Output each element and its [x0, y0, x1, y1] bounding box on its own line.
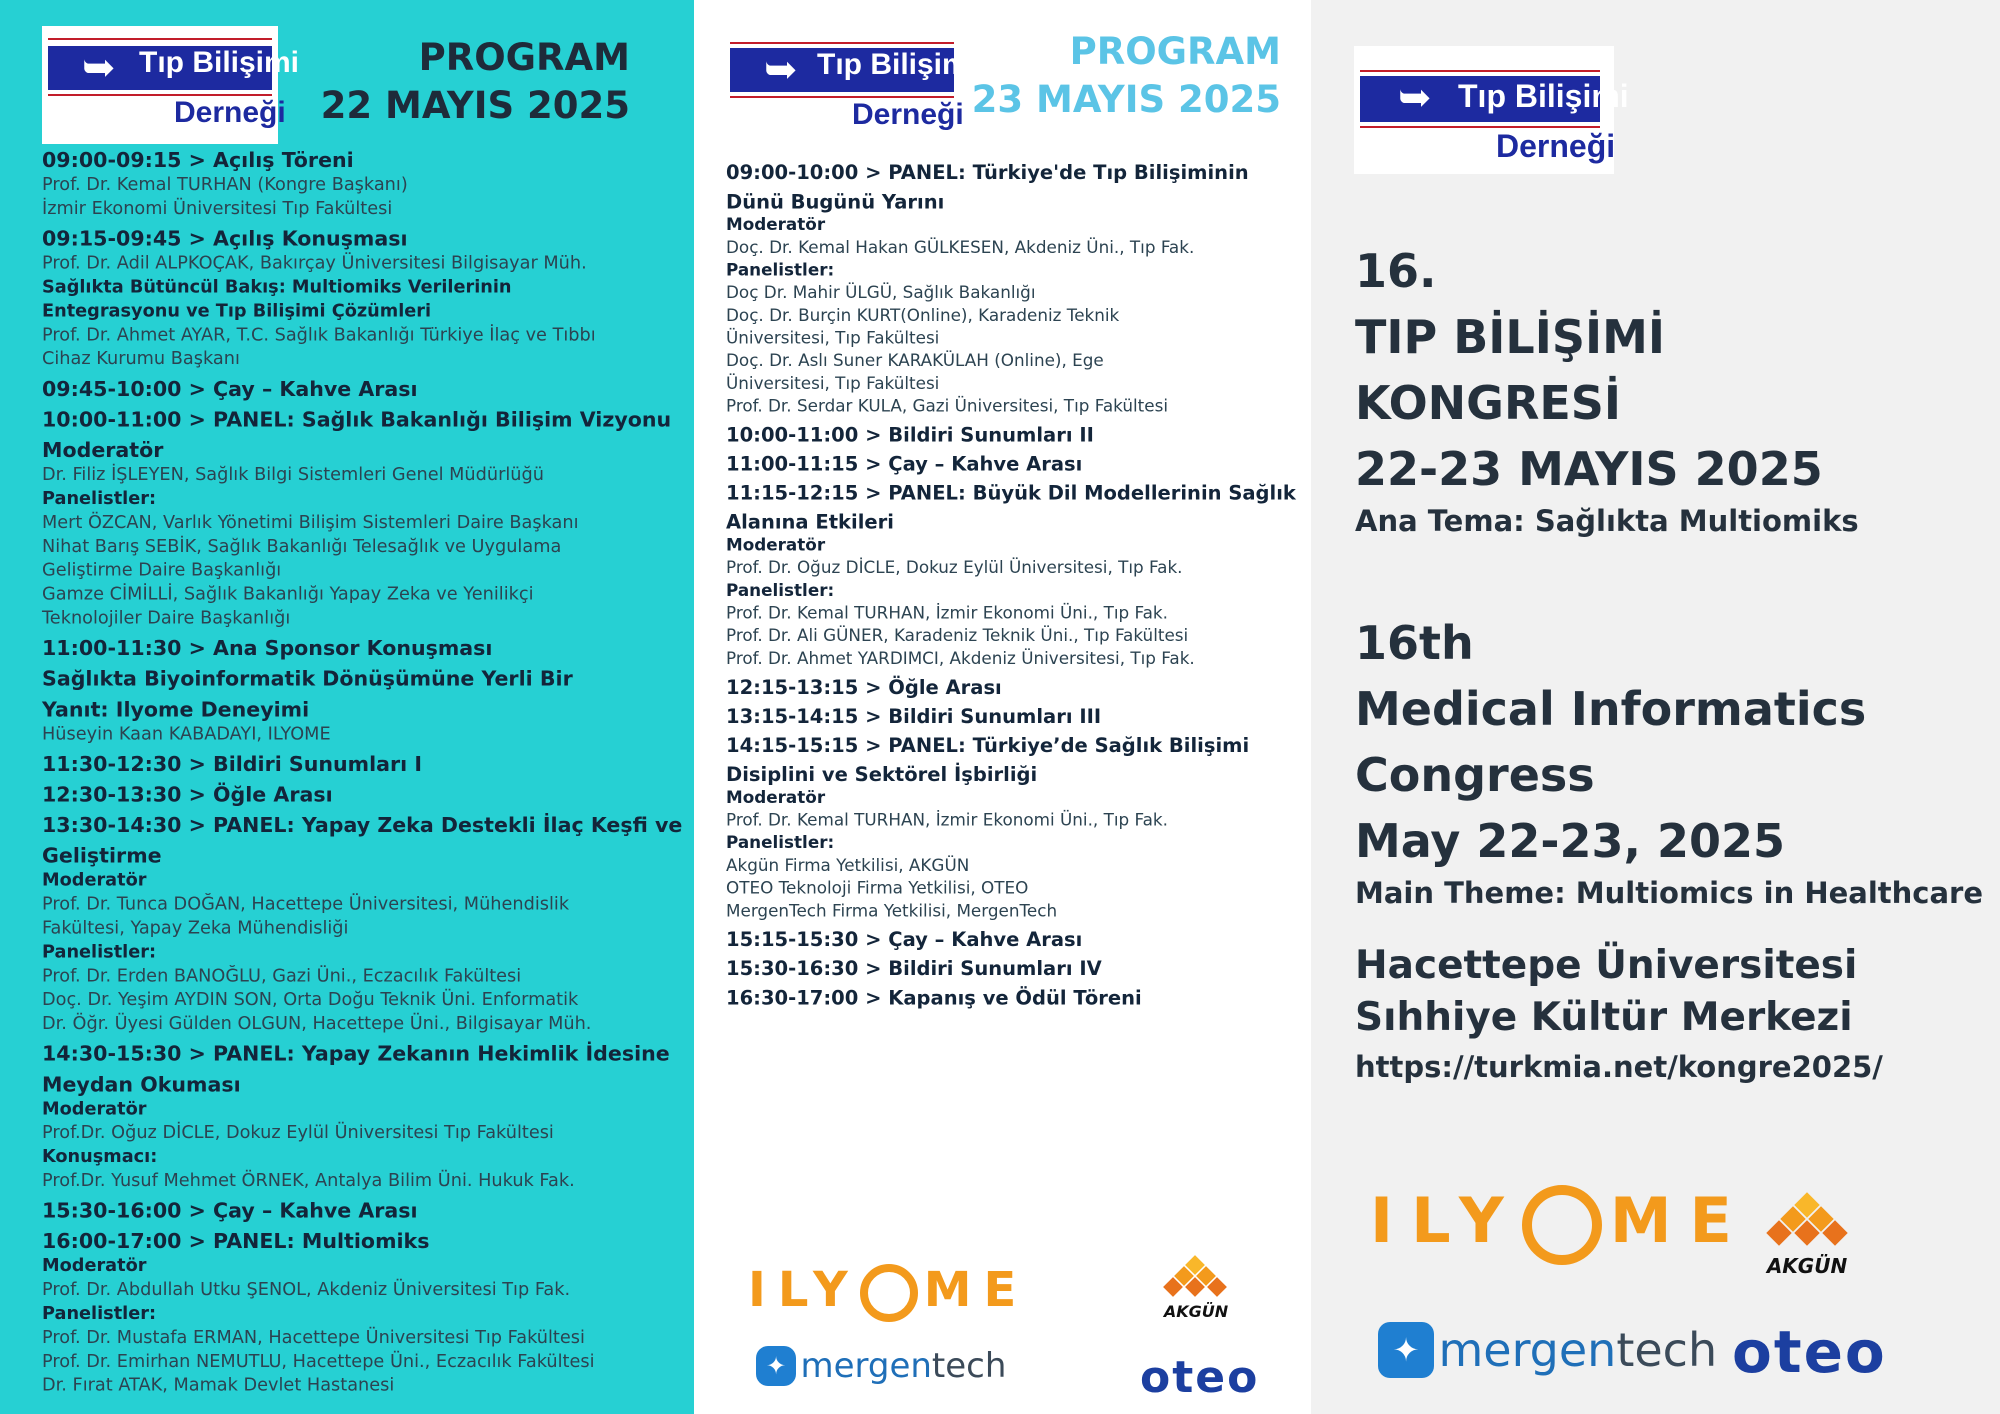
session-heading: Moderatör [42, 438, 164, 463]
akgun-text: AKGÜN [1766, 1254, 1848, 1278]
session-heading: Alanına Etkileri [726, 511, 894, 535]
tr-title-line1: TIP BİLİŞİMİ [1355, 310, 1665, 364]
congress-url[interactable]: https://turkmia.net/kongre2025/ [1355, 1050, 1883, 1084]
session-heading: 15:15-15:30 > Çay – Kahve Arası [726, 928, 1083, 952]
curved-arrow-icon: ➥ [82, 45, 116, 91]
association-logo [1354, 46, 1629, 174]
session-detail: Prof. Dr. Ali GÜNER, Karadeniz Teknik Üni., Tıp Fakültesi [726, 626, 1189, 646]
owl-eye-icon [860, 1264, 918, 1322]
session-detail: Doç. Dr. Burçin KURT(Online), Karadeniz Teknik [726, 306, 1120, 326]
session-heading: 09:15-09:45 > Açılış Konuşması [42, 227, 408, 252]
session-detail: Gamze CİMİLLİ, Sağlık Bakanlığı Yapay Zeka ve Yenilikçi [42, 584, 534, 605]
association-logo [724, 38, 978, 131]
venue-line2: Sıhhiye Kültür Merkezi [1355, 995, 1853, 1040]
logo-line2: Derneği [1496, 128, 1616, 164]
session-detail: Prof. Dr. Abdullah Utku ŞENOL, Akdeniz Üniversitesi Tıp Fak. [42, 1279, 571, 1300]
akgun-text: AKGÜN [1163, 1302, 1229, 1321]
day1-heading [321, 34, 630, 130]
session-heading: 13:15-14:15 > Bildiri Sunumları III [726, 705, 1102, 729]
session-detail: Dr. Öğr. Üyesi Gülden OLGUN, Hacettepe Üni., Bilgisayar Müh. [42, 1013, 592, 1034]
day2-schedule [726, 162, 1296, 1010]
session-heading: 15:30-16:30 > Bildiri Sunumları IV [726, 958, 1102, 981]
session-detail: Prof. Dr. Adil ALPKOÇAK, Bakırçay Üniversitesi Bilgisayar Müh. [42, 253, 587, 274]
tr-theme: Ana Tema: Sağlıkta Multiomiks [1355, 504, 1859, 538]
session-detail: Cihaz Kurumu Başkanı [42, 348, 240, 370]
tr-title-line2: KONGRESİ [1355, 376, 1622, 430]
mergentech-text-b: tech [931, 1346, 1007, 1386]
session-detail: Prof. Dr. Emirhan NEMUTLU, Hacettepe Üni., Eczacılık Fakültesi [42, 1351, 595, 1372]
session-heading: 11:00-11:15 > Çay – Kahve Arası [726, 453, 1083, 477]
session-subheading: Panelistler: [726, 260, 835, 280]
session-detail: OTEO Teknoloji Firma Yetkilisi, OTEO [726, 879, 1029, 899]
en-dates: May 22-23, 2025 [1355, 814, 1786, 868]
mergentech-icon: ✦ [756, 1346, 796, 1386]
mergentech-logo [756, 1346, 1006, 1386]
session-detail: Doç Dr. Mahir ÜLGÜ, Sağlık Bakanlığı [726, 283, 1036, 303]
session-detail: Doç. Dr. Aslı Suner KARAKÜLAH (Online), Ege [726, 351, 1104, 371]
en-number: 16th [1355, 616, 1474, 670]
mergentech-icon: ✦ [1378, 1322, 1434, 1378]
session-heading: Geliştirme [42, 844, 162, 869]
session-subheading: Moderatör [726, 788, 826, 808]
session-heading: 16:30-17:00 > Kapanış ve Ödül Töreni [726, 987, 1142, 1010]
mergentech-text-a: mergen [800, 1346, 932, 1386]
ilyome-logo [1370, 1184, 1750, 1265]
oteo-logo: oteo [1140, 1352, 1260, 1403]
session-heading: 12:30-13:30 > Öğle Arası [42, 783, 333, 808]
tr-dates: 22-23 MAYIS 2025 [1355, 442, 1823, 496]
congress-info [1355, 238, 1983, 1086]
session-detail: Prof. Dr. Serdar KULA, Gazi Üniversitesi, Tıp Fakültesi [726, 397, 1168, 417]
session-heading: Meydan Okuması [42, 1073, 241, 1098]
session-detail: Üniversitesi, Tıp Fakültesi [726, 374, 940, 394]
logo-line1: Tıp Bilişimi [1458, 78, 1629, 114]
session-detail: Hüseyin Kaan KABADAYI, ILYOME [42, 723, 331, 745]
session-detail: Prof. Dr. Kemal TURHAN, İzmir Ekonomi Üni., Tıp Fak. [726, 810, 1169, 831]
session-detail: Prof. Dr. Erden BANOĞLU, Gazi Üni., Eczacılık Fakültesi [42, 965, 522, 987]
ilyome-text-b: ME [923, 1262, 1029, 1318]
session-subheading: Entegrasyonu ve Tıp Bilişimi Çözümleri [42, 301, 432, 322]
mergentech-text-b: tech [1616, 1323, 1718, 1377]
en-title-line2: Congress [1355, 748, 1595, 802]
session-detail: Prof. Dr. Oğuz DİCLE, Dokuz Eylül Üniversitesi, Tıp Fak. [726, 558, 1183, 578]
session-detail: Dr. Fırat ATAK, Mamak Devlet Hastanesi [42, 1375, 395, 1396]
en-theme: Main Theme: Multiomics in Healthcare [1355, 876, 1984, 910]
session-subheading: Panelistler: [42, 942, 157, 963]
akgun-logo [1160, 1256, 1232, 1326]
session-detail: Akgün Firma Yetkilisi, AKGÜN [726, 856, 970, 876]
program-date: 22 MAYIS 2025 [320, 84, 630, 127]
oteo-logo: oteo [1732, 1318, 1887, 1386]
session-detail: Nihat Barış SEBİK, Sağlık Bakanlığı Telesağlık ve Uygulama [42, 536, 562, 557]
session-detail: Geliştirme Daire Başkanlığı [42, 560, 282, 581]
session-subheading: Panelistler: [42, 488, 157, 509]
association-logo [42, 26, 300, 144]
ilyome-logo [748, 1262, 1028, 1322]
session-heading: 10:00-11:00 > PANEL: Sağlık Bakanlığı Bilişim Vizyonu [42, 408, 672, 433]
session-subheading: Moderatör [726, 215, 826, 235]
mergentech-text-a: mergen [1438, 1323, 1617, 1377]
program-date: 23 MAYIS 2025 [971, 78, 1281, 121]
session-detail: Doç. Dr. Kemal Hakan GÜLKESEN, Akdeniz Üni., Tıp Fak. [726, 238, 1195, 258]
session-subheading: Moderatör [42, 1255, 147, 1276]
session-heading: 14:30-15:30 > PANEL: Yapay Zekanın Hekimlik İdesine [42, 1042, 670, 1067]
session-heading: Sağlıkta Biyoinformatik Dönüşümüne Yerli Bir [42, 667, 573, 692]
session-subheading: Sağlıkta Bütüncül Bakış: Multiomiks Verilerinin [42, 277, 512, 298]
session-heading: 11:30-12:30 > Bildiri Sunumları I [42, 752, 423, 777]
session-detail: İzmir Ekonomi Üniversitesi Tıp Fakültesi [42, 198, 393, 219]
session-detail: Dr. Filiz İŞLEYEN, Sağlık Bilgi Sistemleri Genel Müdürlüğü [42, 464, 544, 485]
en-title-line1: Medical Informatics [1355, 682, 1867, 736]
session-heading: 11:15-12:15 > PANEL: Büyük Dil Modellerinin Sağlık [726, 482, 1296, 506]
session-detail: MergenTech Firma Yetkilisi, MergenTech [726, 901, 1058, 921]
logo-line1: Tıp Bilişimi [817, 48, 978, 81]
session-detail: Prof. Dr. Mustafa ERMAN, Hacettepe Üniversitesi Tıp Fakültesi [42, 1327, 585, 1348]
session-subheading: Moderatör [42, 1098, 147, 1120]
session-detail: Mert ÖZCAN, Varlık Yönetimi Bilişim Sistemleri Daire Başkanı [42, 512, 579, 533]
mergentech-logo [1378, 1322, 1717, 1378]
session-detail: Teknolojiler Daire Başkanlığı [42, 608, 291, 629]
session-subheading: Konuşmacı: [42, 1146, 158, 1167]
session-detail: Prof.Dr. Oğuz DİCLE, Dokuz Eylül Üniversitesi Tıp Fakültesi [42, 1122, 554, 1143]
session-heading: 10:00-11:00 > Bildiri Sunumları II [726, 424, 1094, 447]
program-label: PROGRAM [1069, 30, 1281, 73]
program-label: PROGRAM [418, 36, 630, 79]
session-detail: Prof.Dr. Yusuf Mehmet ÖRNEK, Antalya Bilim Üni. Hukuk Fak. [42, 1170, 575, 1191]
session-subheading: Panelistler: [42, 1303, 157, 1324]
logo-line2: Derneği [852, 98, 964, 131]
session-detail: Doç. Dr. Yeşim AYDIN SON, Orta Doğu Teknik Üni. Enformatik [42, 989, 579, 1010]
session-heading: 15:30-16:00 > Çay – Kahve Arası [42, 1199, 418, 1224]
tr-number: 16. [1355, 244, 1437, 298]
day2-panel [694, 0, 1311, 1414]
ilyome-text-a: ILY [748, 1262, 860, 1318]
session-heading: 09:45-10:00 > Çay – Kahve Arası [42, 377, 418, 402]
session-subheading: Panelistler: [726, 581, 835, 601]
session-heading: 14:15-15:15 > PANEL: Türkiye’de Sağlık Bilişimi [726, 734, 1250, 758]
session-heading: 09:00-09:15 > Açılış Töreni [42, 149, 354, 173]
session-heading: 12:15-13:15 > Öğle Arası [726, 676, 1002, 700]
day1-panel [0, 0, 694, 1414]
session-subheading: Moderatör [726, 535, 826, 556]
session-heading: 16:00-17:00 > PANEL: Multiomiks [42, 1230, 430, 1254]
session-detail: Prof. Dr. Kemal TURHAN, İzmir Ekonomi Üni., Tıp Fak. [726, 604, 1169, 624]
session-detail: Prof. Dr. Ahmet YARDIMCI, Akdeniz Üniversitesi, Tıp Fak. [726, 649, 1195, 669]
session-subheading: Moderatör [42, 870, 147, 891]
session-heading: 13:30-14:30 > PANEL: Yapay Zeka Destekli İlaç Keşfi ve [42, 813, 683, 838]
session-heading: Dünü Bugünü Yarını [726, 191, 945, 214]
session-heading: 11:00-11:30 > Ana Sponsor Konuşması [42, 636, 493, 661]
logo-line1: Tıp Bilişimi [139, 46, 300, 79]
akgun-logo [1762, 1194, 1852, 1284]
venue-line1: Hacettepe Üniversitesi [1355, 943, 1858, 988]
session-detail: Prof. Dr. Kemal TURHAN (Kongre Başkanı) [42, 174, 408, 195]
session-heading: Yanıt: Ilyome Deneyimi [42, 698, 310, 723]
session-subheading: Panelistler: [726, 833, 835, 853]
day2-heading [972, 28, 1281, 124]
session-detail: Üniversitesi, Tıp Fakültesi [726, 329, 940, 349]
session-detail: Prof. Dr. Tunca DOĞAN, Hacettepe Üniversitesi, Mühendislik [42, 894, 570, 915]
session-detail: Fakültesi, Yapay Zeka Mühendisliği [42, 918, 349, 939]
owl-eye-icon [1522, 1185, 1602, 1265]
ilyome-text-a: ILY [1370, 1184, 1522, 1257]
session-detail: Prof. Dr. Ahmet AYAR, T.C. Sağlık Bakanlığı Türkiye İlaç ve Tıbbı [42, 325, 596, 346]
ilyome-text-b: ME [1609, 1184, 1750, 1257]
logo-line2: Derneği [174, 96, 286, 129]
curved-arrow-icon: ➥ [764, 47, 798, 93]
session-heading: Disiplini ve Sektörel İşbirliği [726, 763, 1038, 787]
curved-arrow-icon: ➥ [1398, 75, 1432, 121]
day1-schedule [42, 149, 682, 1397]
session-heading: 09:00-10:00 > PANEL: Türkiye'de Tıp Bilişiminin [726, 162, 1249, 185]
